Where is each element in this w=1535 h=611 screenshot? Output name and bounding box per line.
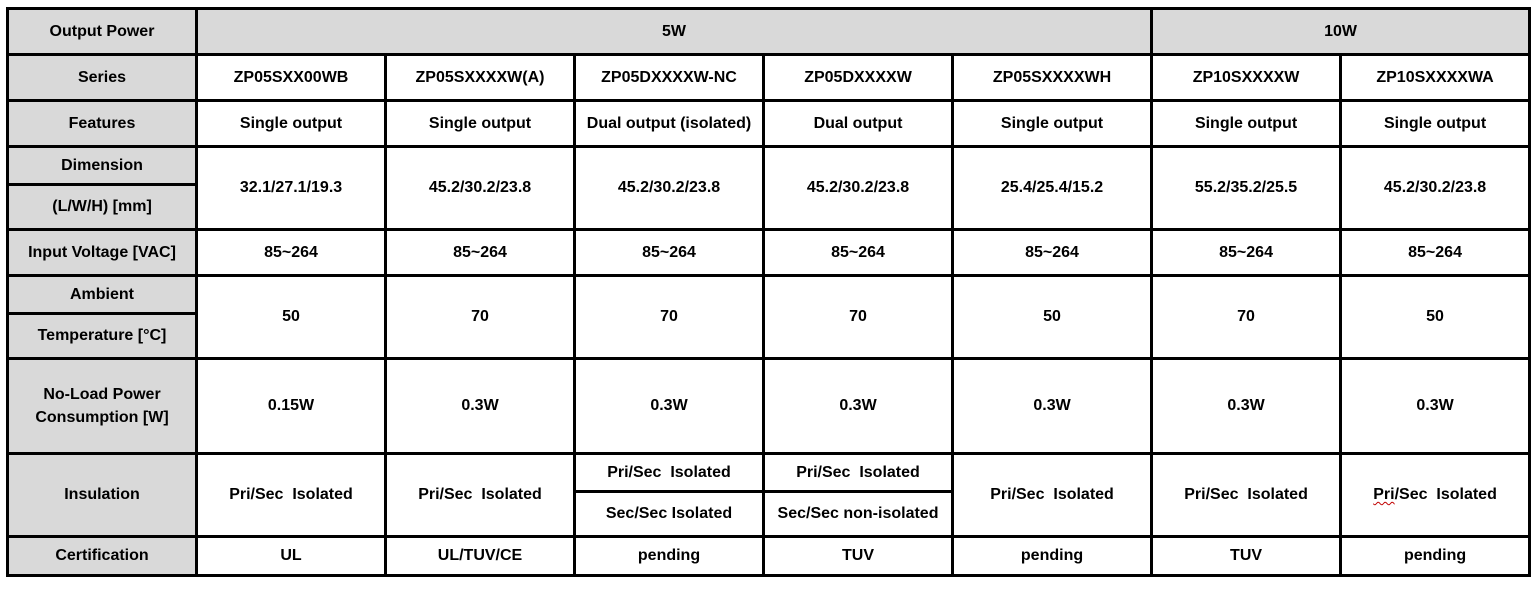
insulation-text: /Sec Isolated (1394, 486, 1497, 503)
input-voltage-cell: 85~264 (764, 230, 953, 276)
input-voltage-cell: 85~264 (1152, 230, 1341, 276)
input-voltage-cell: 85~264 (197, 230, 386, 276)
ambient-cell: 70 (1152, 276, 1341, 359)
features-cell: Dual output (isolated) (575, 101, 764, 147)
insulation-cell-primary: Pri/Sec Isolated (764, 454, 953, 492)
series-cell: ZP05SXXXXWH (953, 55, 1152, 101)
features-cell: Single output (386, 101, 575, 147)
noload-cell: 0.3W (1152, 359, 1341, 454)
insulation-cell: Pri/Sec Isolated (197, 454, 386, 537)
ambient-cell: 70 (386, 276, 575, 359)
input-voltage-cell: 85~264 (575, 230, 764, 276)
noload-label-line1: No-Load Power (43, 386, 161, 403)
dimension-cell: 55.2/35.2/25.5 (1152, 147, 1341, 230)
ambient-cell: 50 (1341, 276, 1530, 359)
dimension-cell: 45.2/30.2/23.8 (575, 147, 764, 230)
dimension-row (8, 147, 1530, 185)
certification-cell: pending (953, 537, 1152, 576)
input-voltage-row (8, 230, 1530, 276)
insulation-cell-primary: Pri/Sec Isolated (575, 454, 764, 492)
series-label: Series (8, 55, 197, 101)
features-row (8, 101, 1530, 147)
dimension-unit-label: (L/W/H) [mm] (8, 185, 197, 230)
group-5w-header: 5W (197, 9, 1152, 55)
features-cell: Single output (1152, 101, 1341, 147)
certification-cell: TUV (764, 537, 953, 576)
certification-cell: TUV (1152, 537, 1341, 576)
certification-cell: UL (197, 537, 386, 576)
noload-cell: 0.3W (953, 359, 1152, 454)
features-cell: Single output (1341, 101, 1530, 147)
certification-row (8, 537, 1530, 576)
input-voltage-cell: 85~264 (386, 230, 575, 276)
noload-cell: 0.3W (1341, 359, 1530, 454)
ambient-cell: 70 (575, 276, 764, 359)
ambient-row (8, 276, 1530, 314)
insulation-cell: Pri/Sec Isolated (953, 454, 1152, 537)
insulation-cell-secondary: Sec/Sec non-isolated (764, 492, 953, 537)
noload-cell: 0.3W (575, 359, 764, 454)
dimension-cell: 45.2/30.2/23.8 (764, 147, 953, 230)
ambient-cell: 50 (197, 276, 386, 359)
group-10w-header: 10W (1152, 9, 1530, 55)
noload-label (8, 359, 197, 454)
dimension-cell: 45.2/30.2/23.8 (1341, 147, 1530, 230)
features-label: Features (8, 101, 197, 147)
series-cell: ZP05DXXXXW (764, 55, 953, 101)
dimension-cell: 25.4/25.4/15.2 (953, 147, 1152, 230)
spec-table (6, 7, 1531, 577)
ambient-cell: 50 (953, 276, 1152, 359)
certification-cell: UL/TUV/CE (386, 537, 575, 576)
certification-cell: pending (1341, 537, 1530, 576)
output-power-row (8, 9, 1530, 55)
insulation-cell-secondary: Sec/Sec Isolated (575, 492, 764, 537)
certification-label: Certification (8, 537, 197, 576)
noload-label-line2: Consumption [W] (35, 409, 169, 426)
insulation-cell: Pri/Sec Isolated (386, 454, 575, 537)
ambient-unit-label: Temperature [°C] (8, 314, 197, 359)
dimension-cell: 45.2/30.2/23.8 (386, 147, 575, 230)
series-cell: ZP05DXXXXW-NC (575, 55, 764, 101)
insulation-cell: Pri/Sec Isolated (1152, 454, 1341, 537)
insulation-label: Insulation (8, 454, 197, 537)
series-row (8, 55, 1530, 101)
ambient-cell: 70 (764, 276, 953, 359)
certification-cell: pending (575, 537, 764, 576)
series-cell: ZP05SXX00WB (197, 55, 386, 101)
output-power-header: Output Power (8, 9, 197, 55)
noload-cell: 0.3W (764, 359, 953, 454)
noload-cell: 0.3W (386, 359, 575, 454)
dimension-label: Dimension (8, 147, 197, 185)
spellcheck-word: Pri (1373, 486, 1395, 503)
series-cell: ZP10SXXXXWA (1341, 55, 1530, 101)
input-voltage-cell: 85~264 (1341, 230, 1530, 276)
features-cell: Single output (197, 101, 386, 147)
insulation-cell (1341, 454, 1530, 537)
input-voltage-cell: 85~264 (953, 230, 1152, 276)
insulation-row (8, 454, 1530, 492)
series-cell: ZP10SXXXXW (1152, 55, 1341, 101)
noload-cell: 0.15W (197, 359, 386, 454)
noload-row (8, 359, 1530, 454)
features-cell: Dual output (764, 101, 953, 147)
input-voltage-label: Input Voltage [VAC] (8, 230, 197, 276)
dimension-cell: 32.1/27.1/19.3 (197, 147, 386, 230)
ambient-label: Ambient (8, 276, 197, 314)
series-cell: ZP05SXXXXW(A) (386, 55, 575, 101)
features-cell: Single output (953, 101, 1152, 147)
